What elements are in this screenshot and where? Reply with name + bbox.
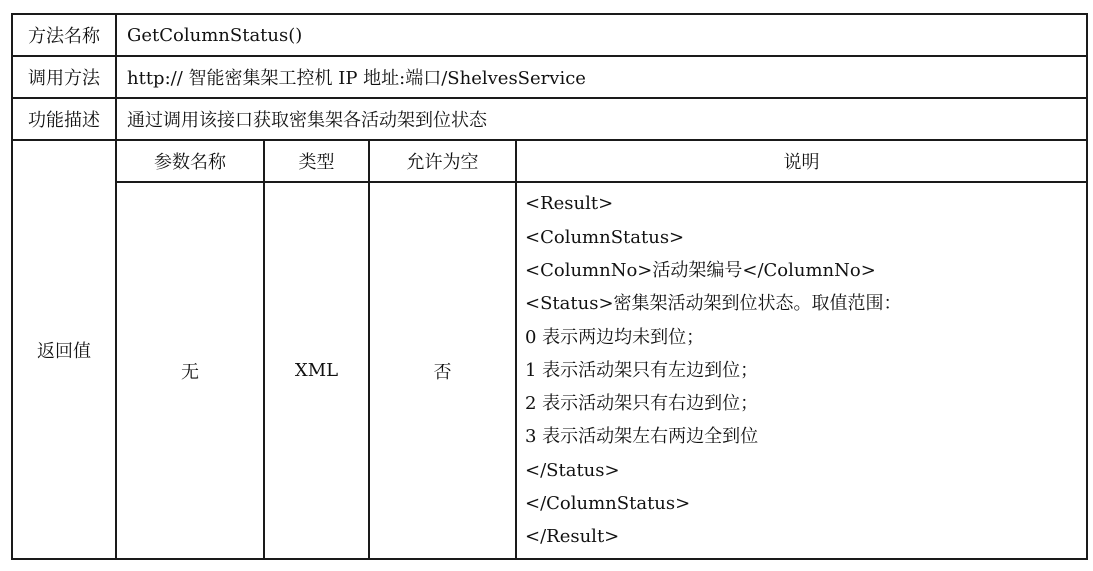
explanation-header: 说明 bbox=[516, 140, 1087, 182]
description-value: 通过调用该接口获取密集架各活动架到位状态 bbox=[116, 98, 1087, 140]
description-label: 功能描述 bbox=[12, 98, 116, 140]
explanation-line: <ColumnStatus> bbox=[525, 226, 685, 248]
method-name-row bbox=[12, 14, 1087, 56]
explanation-line: </ColumnStatus> bbox=[525, 493, 691, 515]
return-value-label: 返回值 bbox=[12, 140, 116, 559]
column-header-row bbox=[12, 140, 1087, 182]
explanation-line: 3 表示活动架左右两边全到位 bbox=[525, 426, 759, 448]
nullable-header: 允许为空 bbox=[369, 140, 516, 182]
return-param-name: 无 bbox=[116, 182, 264, 559]
call-method-row bbox=[12, 56, 1087, 98]
method-name-label: 方法名称 bbox=[12, 14, 116, 56]
return-nullable: 否 bbox=[369, 182, 516, 559]
explanation-line: 1 表示活动架只有左边到位； bbox=[525, 359, 759, 381]
explanation-line: </Result> bbox=[525, 526, 620, 548]
type-header: 类型 bbox=[264, 140, 369, 182]
call-method-value: http:// 智能密集架工控机 IP 地址:端口/ShelvesService bbox=[116, 56, 1087, 98]
description-row bbox=[12, 98, 1087, 140]
return-type: XML bbox=[264, 182, 369, 559]
return-explanation bbox=[516, 182, 1087, 559]
explanation-line: </Status> bbox=[525, 459, 620, 481]
method-name-value: GetColumnStatus() bbox=[116, 14, 1087, 56]
explanation-line: 0 表示两边均未到位； bbox=[525, 326, 705, 348]
explanation-line: <Status>密集架活动架到位状态。取值范围： bbox=[525, 293, 902, 315]
return-value-row bbox=[12, 182, 1087, 559]
explanation-line: 2 表示活动架只有右边到位； bbox=[525, 393, 759, 415]
explanation-line: <Result> bbox=[525, 193, 614, 215]
call-method-label: 调用方法 bbox=[12, 56, 116, 98]
explanation-line: <ColumnNo>活动架编号</ColumnNo> bbox=[525, 259, 876, 281]
param-name-header: 参数名称 bbox=[116, 140, 264, 182]
interface-spec-table bbox=[11, 13, 1088, 560]
